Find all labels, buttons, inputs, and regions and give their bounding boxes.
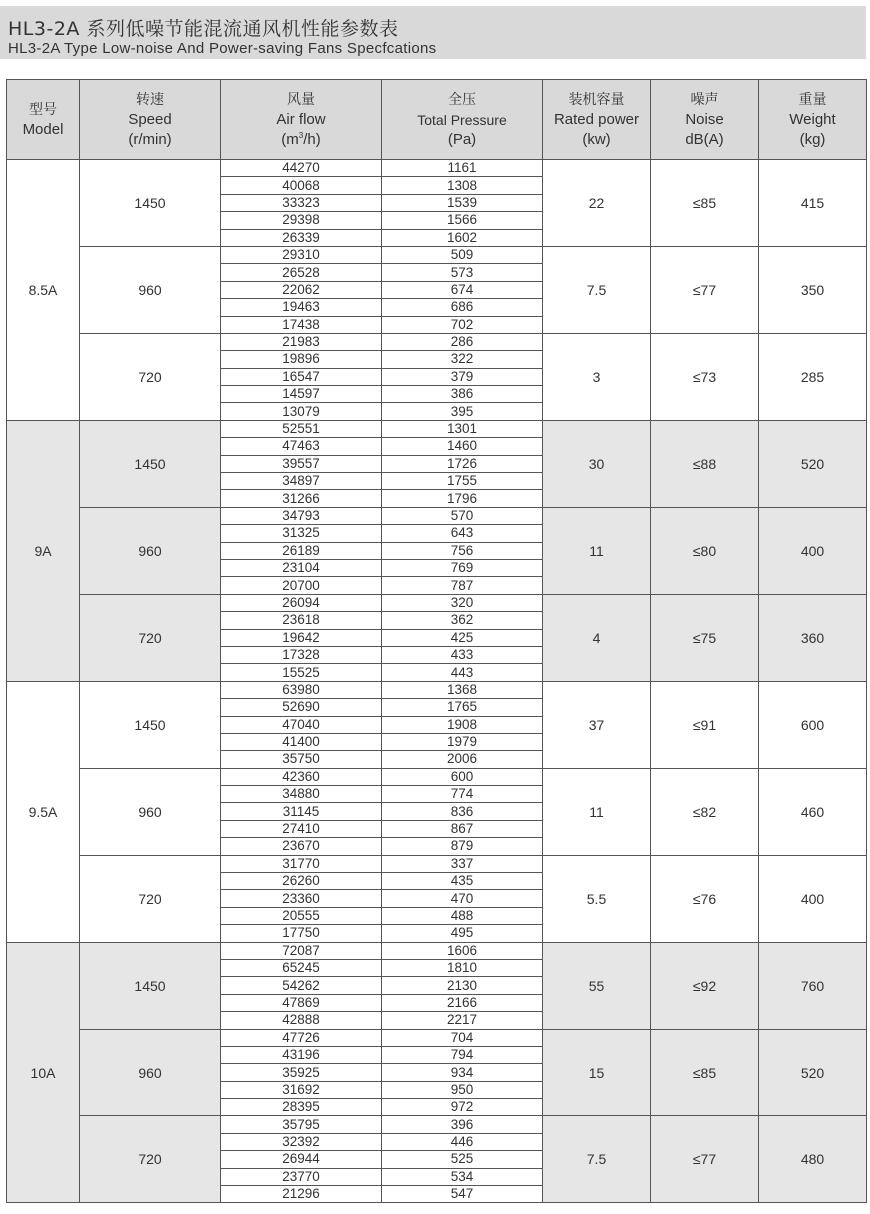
- noise-cell: ≤92: [651, 942, 759, 1029]
- pressure-cell: 573: [382, 264, 543, 281]
- pressure-cell: 704: [382, 1029, 543, 1046]
- header-noise: 噪声 Noise dB(A): [651, 80, 759, 160]
- airflow-cell: 14597: [221, 386, 382, 403]
- pressure-cell: 2217: [382, 1012, 543, 1029]
- pressure-cell: 570: [382, 507, 543, 524]
- airflow-cell: 16547: [221, 368, 382, 385]
- pressure-cell: 867: [382, 820, 543, 837]
- airflow-cell: 34897: [221, 473, 382, 490]
- header-airflow: 风量 Air flow $(m^3/h)$: [221, 80, 382, 160]
- airflow-cell: 42888: [221, 1012, 382, 1029]
- pressure-cell: 320: [382, 594, 543, 611]
- pressure-cell: 769: [382, 559, 543, 576]
- noise-cell: ≤85: [651, 1029, 759, 1116]
- pressure-cell: 1908: [382, 716, 543, 733]
- pressure-cell: 600: [382, 768, 543, 785]
- pressure-cell: 534: [382, 1168, 543, 1185]
- header-power: 装机容量 Rated power (kw): [543, 80, 651, 160]
- airflow-cell: 21983: [221, 333, 382, 350]
- airflow-cell: 26339: [221, 229, 382, 246]
- power-cell: 5.5: [543, 855, 651, 942]
- power-cell: 7.5: [543, 246, 651, 333]
- header-pressure: 全压 Total Pressure (Pa): [382, 80, 543, 160]
- pressure-cell: 396: [382, 1116, 543, 1133]
- pressure-cell: 1539: [382, 194, 543, 211]
- pressure-cell: 1566: [382, 212, 543, 229]
- noise-cell: ≤91: [651, 681, 759, 768]
- pressure-cell: 950: [382, 1081, 543, 1098]
- pressure-cell: 1810: [382, 959, 543, 976]
- page-title-chinese: HL3-2A 系列低噪节能混流通风机性能参数表: [8, 18, 399, 40]
- noise-cell: ≤76: [651, 855, 759, 942]
- airflow-cell: 35750: [221, 751, 382, 768]
- power-cell: 30: [543, 420, 651, 507]
- power-cell: 22: [543, 160, 651, 247]
- airflow-cell: 35795: [221, 1116, 382, 1133]
- pressure-cell: 1460: [382, 438, 543, 455]
- pressure-cell: 547: [382, 1186, 543, 1203]
- weight-cell: 350: [759, 246, 867, 333]
- pressure-cell: 337: [382, 855, 543, 872]
- table-row: [7, 681, 867, 698]
- airflow-cell: 35925: [221, 1064, 382, 1081]
- airflow-cell: 42360: [221, 768, 382, 785]
- model-cell: 9A: [7, 420, 80, 681]
- pressure-cell: 286: [382, 333, 543, 350]
- spec-body: [7, 160, 867, 1203]
- speed-cell: 960: [80, 1029, 221, 1116]
- pressure-cell: 1979: [382, 733, 543, 750]
- speed-cell: 1450: [80, 942, 221, 1029]
- airflow-cell: 23104: [221, 559, 382, 576]
- airflow-cell: 33323: [221, 194, 382, 211]
- noise-cell: ≤80: [651, 507, 759, 594]
- airflow-cell: 17328: [221, 646, 382, 663]
- power-cell: 37: [543, 681, 651, 768]
- airflow-cell: 26528: [221, 264, 382, 281]
- weight-cell: 400: [759, 855, 867, 942]
- table-row: [7, 246, 867, 263]
- pressure-cell: 2130: [382, 977, 543, 994]
- airflow-cell: 47726: [221, 1029, 382, 1046]
- pressure-cell: 433: [382, 646, 543, 663]
- airflow-cell: 17438: [221, 316, 382, 333]
- title-bar: [0, 6, 866, 59]
- airflow-cell: 47463: [221, 438, 382, 455]
- airflow-cell: 52551: [221, 420, 382, 437]
- pressure-cell: 1602: [382, 229, 543, 246]
- airflow-cell: 40068: [221, 177, 382, 194]
- pressure-cell: 488: [382, 907, 543, 924]
- pressure-cell: 509: [382, 246, 543, 263]
- pressure-cell: 794: [382, 1046, 543, 1063]
- pressure-cell: 1606: [382, 942, 543, 959]
- header-model: 型号 Model: [7, 80, 80, 160]
- pressure-cell: 702: [382, 316, 543, 333]
- pressure-cell: 643: [382, 525, 543, 542]
- pressure-cell: 787: [382, 577, 543, 594]
- airflow-unit: $(m^3/h)$: [281, 130, 321, 148]
- airflow-cell: 28395: [221, 1099, 382, 1116]
- weight-cell: 760: [759, 942, 867, 1029]
- airflow-cell: 34793: [221, 507, 382, 524]
- table-row: [7, 594, 867, 611]
- noise-cell: ≤73: [651, 333, 759, 420]
- airflow-cell: 17750: [221, 925, 382, 942]
- pressure-cell: 470: [382, 890, 543, 907]
- airflow-cell: 26189: [221, 542, 382, 559]
- power-cell: 55: [543, 942, 651, 1029]
- airflow-cell: 44270: [221, 160, 382, 177]
- model-cell: 10A: [7, 942, 80, 1203]
- pressure-cell: 1796: [382, 490, 543, 507]
- airflow-cell: 26094: [221, 594, 382, 611]
- speed-cell: 720: [80, 333, 221, 420]
- airflow-cell: 34880: [221, 786, 382, 803]
- pressure-cell: 2166: [382, 994, 543, 1011]
- airflow-cell: 13079: [221, 403, 382, 420]
- airflow-cell: 47869: [221, 994, 382, 1011]
- airflow-cell: 43196: [221, 1046, 382, 1063]
- airflow-cell: 32392: [221, 1133, 382, 1150]
- pressure-cell: 425: [382, 629, 543, 646]
- airflow-cell: 29398: [221, 212, 382, 229]
- speed-cell: 720: [80, 855, 221, 942]
- pressure-cell: 774: [382, 786, 543, 803]
- airflow-cell: 31266: [221, 490, 382, 507]
- table-row: [7, 507, 867, 524]
- airflow-cell: 23670: [221, 838, 382, 855]
- weight-cell: 360: [759, 594, 867, 681]
- table-row: [7, 942, 867, 959]
- pressure-cell: 972: [382, 1099, 543, 1116]
- airflow-cell: 19896: [221, 351, 382, 368]
- weight-cell: 415: [759, 160, 867, 247]
- pressure-cell: 934: [382, 1064, 543, 1081]
- pressure-cell: 435: [382, 873, 543, 890]
- table-row: [7, 420, 867, 437]
- header-speed: 转速 Speed (r/min): [80, 80, 221, 160]
- pressure-cell: 322: [382, 351, 543, 368]
- speed-cell: 960: [80, 246, 221, 333]
- speed-cell: 720: [80, 594, 221, 681]
- airflow-cell: 65245: [221, 959, 382, 976]
- airflow-cell: 72087: [221, 942, 382, 959]
- noise-cell: ≤88: [651, 420, 759, 507]
- airflow-cell: 29310: [221, 246, 382, 263]
- pressure-cell: 395: [382, 403, 543, 420]
- power-cell: 11: [543, 768, 651, 855]
- pressure-cell: 2006: [382, 751, 543, 768]
- airflow-cell: 31692: [221, 1081, 382, 1098]
- airflow-cell: 19642: [221, 629, 382, 646]
- pressure-cell: 756: [382, 542, 543, 559]
- noise-cell: ≤77: [651, 246, 759, 333]
- power-cell: 3: [543, 333, 651, 420]
- speed-cell: 1450: [80, 160, 221, 247]
- weight-cell: 520: [759, 420, 867, 507]
- header-row: [7, 80, 867, 160]
- airflow-cell: 54262: [221, 977, 382, 994]
- airflow-cell: 20555: [221, 907, 382, 924]
- weight-cell: 600: [759, 681, 867, 768]
- pressure-cell: 1368: [382, 681, 543, 698]
- weight-cell: 520: [759, 1029, 867, 1116]
- weight-cell: 480: [759, 1116, 867, 1203]
- page-title-english: HL3-2A Type Low-noise And Power-saving Fans Specfcations: [8, 40, 437, 57]
- table-row: [7, 768, 867, 785]
- airflow-cell: 31145: [221, 803, 382, 820]
- noise-cell: ≤75: [651, 594, 759, 681]
- speed-cell: 960: [80, 507, 221, 594]
- airflow-cell: 22062: [221, 281, 382, 298]
- pressure-cell: 1755: [382, 473, 543, 490]
- airflow-cell: 23618: [221, 612, 382, 629]
- airflow-cell: 39557: [221, 455, 382, 472]
- airflow-cell: 63980: [221, 681, 382, 698]
- speed-cell: 720: [80, 1116, 221, 1203]
- pressure-cell: 525: [382, 1151, 543, 1168]
- table-row: [7, 160, 867, 177]
- spec-table: [6, 79, 867, 1203]
- table-row: [7, 1029, 867, 1046]
- airflow-cell: 23770: [221, 1168, 382, 1185]
- pressure-cell: 386: [382, 386, 543, 403]
- pressure-cell: 1765: [382, 699, 543, 716]
- model-cell: 9.5A: [7, 681, 80, 942]
- power-cell: 4: [543, 594, 651, 681]
- pressure-cell: 836: [382, 803, 543, 820]
- airflow-cell: 52690: [221, 699, 382, 716]
- pressure-cell: 446: [382, 1133, 543, 1150]
- model-cell: 8.5A: [7, 160, 80, 421]
- speed-cell: 1450: [80, 681, 221, 768]
- pressure-cell: 1308: [382, 177, 543, 194]
- airflow-cell: 21296: [221, 1186, 382, 1203]
- airflow-cell: 27410: [221, 820, 382, 837]
- speed-cell: 1450: [80, 420, 221, 507]
- pressure-cell: 879: [382, 838, 543, 855]
- airflow-cell: 41400: [221, 733, 382, 750]
- airflow-cell: 26260: [221, 873, 382, 890]
- table-row: [7, 1116, 867, 1133]
- pressure-cell: 686: [382, 299, 543, 316]
- weight-cell: 285: [759, 333, 867, 420]
- table-row: [7, 333, 867, 350]
- airflow-cell: 26944: [221, 1151, 382, 1168]
- header-weight: 重量 Weight (kg): [759, 80, 867, 160]
- noise-cell: ≤77: [651, 1116, 759, 1203]
- weight-cell: 400: [759, 507, 867, 594]
- noise-cell: ≤85: [651, 160, 759, 247]
- airflow-cell: 31770: [221, 855, 382, 872]
- speed-cell: 960: [80, 768, 221, 855]
- pressure-cell: 1301: [382, 420, 543, 437]
- pressure-cell: 495: [382, 925, 543, 942]
- airflow-cell: 47040: [221, 716, 382, 733]
- weight-cell: 460: [759, 768, 867, 855]
- airflow-cell: 20700: [221, 577, 382, 594]
- pressure-cell: 1726: [382, 455, 543, 472]
- table-row: [7, 855, 867, 872]
- pressure-cell: 674: [382, 281, 543, 298]
- airflow-cell: 19463: [221, 299, 382, 316]
- pressure-cell: 443: [382, 664, 543, 681]
- pressure-cell: 362: [382, 612, 543, 629]
- pressure-cell: 1161: [382, 160, 543, 177]
- airflow-cell: 31325: [221, 525, 382, 542]
- airflow-cell: 23360: [221, 890, 382, 907]
- power-cell: 15: [543, 1029, 651, 1116]
- noise-cell: ≤82: [651, 768, 759, 855]
- power-cell: 11: [543, 507, 651, 594]
- airflow-cell: 15525: [221, 664, 382, 681]
- pressure-cell: 379: [382, 368, 543, 385]
- power-cell: 7.5: [543, 1116, 651, 1203]
